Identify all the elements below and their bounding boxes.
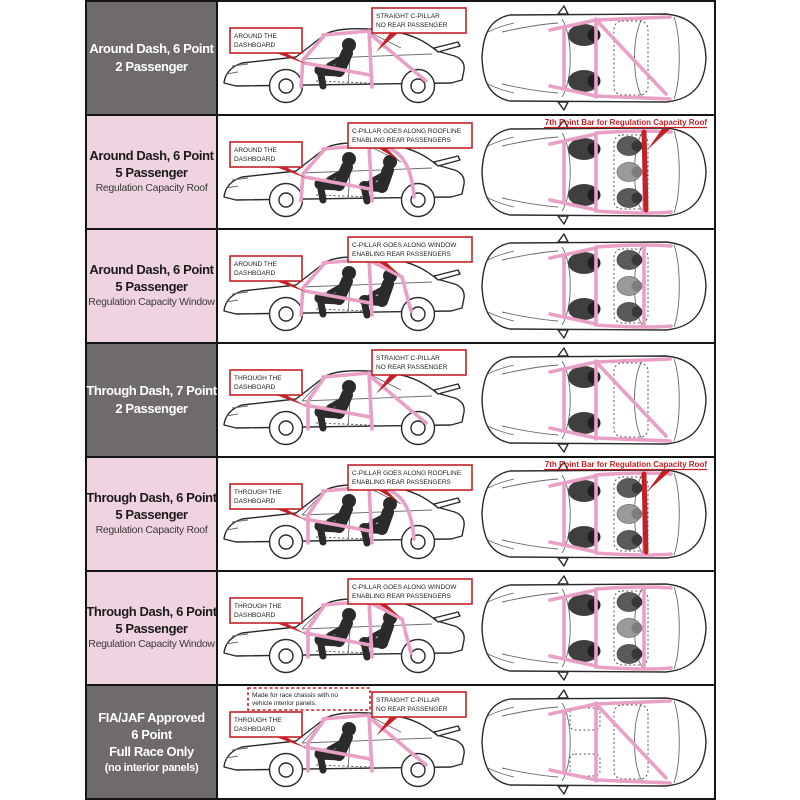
dashboard-annotation xyxy=(230,712,306,748)
rear-occupants xyxy=(617,593,643,664)
svg-text:C-PILLAR GOES ALONG ROOFLINE: C-PILLAR GOES ALONG ROOFLINE xyxy=(352,128,462,135)
svg-text:DASHBOARD: DASHBOARD xyxy=(234,42,276,49)
svg-text:DASHBOARD: DASHBOARD xyxy=(234,498,276,505)
rear-occupants xyxy=(617,479,643,550)
svg-text:THROUGH THE: THROUGH THE xyxy=(234,603,282,610)
car-side-view-illustration xyxy=(218,572,474,684)
car-side-view-illustration xyxy=(218,2,474,114)
row-label xyxy=(87,572,218,684)
row-label-line1: FIA/JAF Approved xyxy=(98,709,205,725)
svg-text:C-PILLAR GOES ALONG WINDOW: C-PILLAR GOES ALONG WINDOW xyxy=(352,584,457,591)
row-label xyxy=(87,230,218,342)
row-label-line2: 5 Passenger xyxy=(115,279,188,295)
svg-text:STRAIGHT C-PILLAR: STRAIGHT C-PILLAR xyxy=(376,355,440,362)
svg-text:DASHBOARD: DASHBOARD xyxy=(234,156,276,163)
car-top-view-illustration xyxy=(474,116,712,228)
row-label xyxy=(87,686,218,798)
svg-text:DASHBOARD: DASHBOARD xyxy=(234,384,276,391)
row-label-line2: 5 Passenger xyxy=(115,507,188,523)
rear-occupants xyxy=(617,137,643,208)
car-side-view-illustration xyxy=(218,686,474,798)
row-label-line2: 2 Passenger xyxy=(115,58,188,74)
row-label-line3: Full Race Only xyxy=(109,744,194,760)
svg-text:DASHBOARD: DASHBOARD xyxy=(234,612,276,619)
svg-text:AROUND THE: AROUND THE xyxy=(234,147,277,154)
row-label xyxy=(87,458,218,570)
row-label-line1: Around Dash, 6 Point xyxy=(89,261,214,277)
seventh-point-bar xyxy=(644,132,646,210)
row-label-line2: 2 Passenger xyxy=(115,400,188,416)
row-label-line3: Regulation Capacity Window xyxy=(88,296,215,309)
row-illustration xyxy=(218,116,714,228)
car-side-view-illustration xyxy=(218,230,474,342)
dashboard-annotation xyxy=(230,484,306,520)
svg-text:NO REAR PASSENGER: NO REAR PASSENGER xyxy=(376,364,448,371)
row-label-line3: Regulation Capacity Roof xyxy=(95,182,208,195)
svg-text:C-PILLAR GOES ALONG ROOFLINE: C-PILLAR GOES ALONG ROOFLINE xyxy=(352,470,462,477)
svg-text:STRAIGHT C-PILLAR: STRAIGHT C-PILLAR xyxy=(376,13,440,20)
table-row xyxy=(87,458,714,572)
car-side-view-illustration xyxy=(218,116,474,228)
dashboard-annotation xyxy=(230,142,306,178)
row-label-line4: (no interior panels) xyxy=(104,762,199,775)
dashboard-annotation xyxy=(230,256,306,292)
car-top-view-illustration xyxy=(474,458,712,570)
table-row xyxy=(87,2,714,116)
svg-text:7th Point Bar for Regulation C: 7th Point Bar for Regulation Capacity Roof xyxy=(544,118,707,127)
car-top-view-illustration xyxy=(474,686,712,798)
row-label-line1: Through Dash, 7 Point xyxy=(86,383,217,399)
car-top-view-illustration xyxy=(474,344,712,456)
svg-text:AROUND THE: AROUND THE xyxy=(234,261,277,268)
svg-text:THROUGH THE: THROUGH THE xyxy=(234,375,282,382)
svg-text:C-PILLAR GOES ALONG WINDOW: C-PILLAR GOES ALONG WINDOW xyxy=(352,242,457,249)
dashboard-annotation xyxy=(230,598,306,634)
row-label-line1: Through Dash, 6 Point xyxy=(86,489,217,505)
svg-text:ENABLING REAR PASSENGERS: ENABLING REAR PASSENGERS xyxy=(352,479,451,486)
svg-text:STRAIGHT C-PILLAR: STRAIGHT C-PILLAR xyxy=(376,697,440,704)
svg-text:ENABLING REAR PASSENGERS: ENABLING REAR PASSENGERS xyxy=(352,593,451,600)
row-label-line2: 5 Passenger xyxy=(115,165,188,181)
car-top-view-illustration xyxy=(474,230,712,342)
table-row xyxy=(87,344,714,458)
seventh-point-bar xyxy=(644,474,646,552)
row-label-line1: Around Dash, 6 Point xyxy=(89,41,214,57)
row-label-line2: 6 Point xyxy=(131,727,172,743)
table-row xyxy=(87,230,714,344)
rear-occupants xyxy=(617,251,643,322)
dashboard-annotation xyxy=(230,370,306,406)
table-row xyxy=(87,572,714,686)
row-label xyxy=(87,2,218,114)
svg-text:7th Point Bar for Regulation C: 7th Point Bar for Regulation Capacity Roof xyxy=(544,460,707,469)
car-side-view-illustration xyxy=(218,344,474,456)
dashboard-annotation xyxy=(230,28,306,64)
svg-text:AROUND THE: AROUND THE xyxy=(234,33,277,40)
car-side-view-illustration xyxy=(218,458,474,570)
car-top-view-illustration xyxy=(474,572,712,684)
row-label xyxy=(87,116,218,228)
row-illustration xyxy=(218,572,714,684)
row-illustration xyxy=(218,686,714,798)
svg-text:vehicle interior panels.: vehicle interior panels. xyxy=(252,700,317,707)
svg-text:NO REAR PASSENGER: NO REAR PASSENGER xyxy=(376,706,448,713)
table-row xyxy=(87,116,714,230)
svg-text:THROUGH THE: THROUGH THE xyxy=(234,717,282,724)
row-illustration xyxy=(218,344,714,456)
row-illustration xyxy=(218,230,714,342)
svg-text:ENABLING REAR PASSENGERS: ENABLING REAR PASSENGERS xyxy=(352,137,451,144)
svg-text:DASHBOARD: DASHBOARD xyxy=(234,270,276,277)
svg-text:THROUGH THE: THROUGH THE xyxy=(234,489,282,496)
car-top-view-illustration xyxy=(474,2,712,114)
row-label-line3: Regulation Capacity Roof xyxy=(95,524,208,537)
row-illustration xyxy=(218,458,714,570)
row-illustration xyxy=(218,2,714,114)
row-label-line1: Through Dash, 6 Point xyxy=(86,603,217,619)
svg-text:ENABLING REAR PASSENGERS: ENABLING REAR PASSENGERS xyxy=(352,251,451,258)
table-row xyxy=(87,686,714,798)
row-label-line2: 5 Passenger xyxy=(115,621,188,637)
svg-text:NO REAR PASSENGER: NO REAR PASSENGER xyxy=(376,22,448,29)
svg-text:DASHBOARD: DASHBOARD xyxy=(234,726,276,733)
rollcage-table xyxy=(85,0,716,800)
row-label-line1: Around Dash, 6 Point xyxy=(89,147,214,163)
row-label xyxy=(87,344,218,456)
row-label-line3: Regulation Capacity Window xyxy=(88,638,215,651)
race-note-annotation xyxy=(248,688,370,710)
svg-text:Made for race chassis with no: Made for race chassis with no xyxy=(252,692,338,699)
